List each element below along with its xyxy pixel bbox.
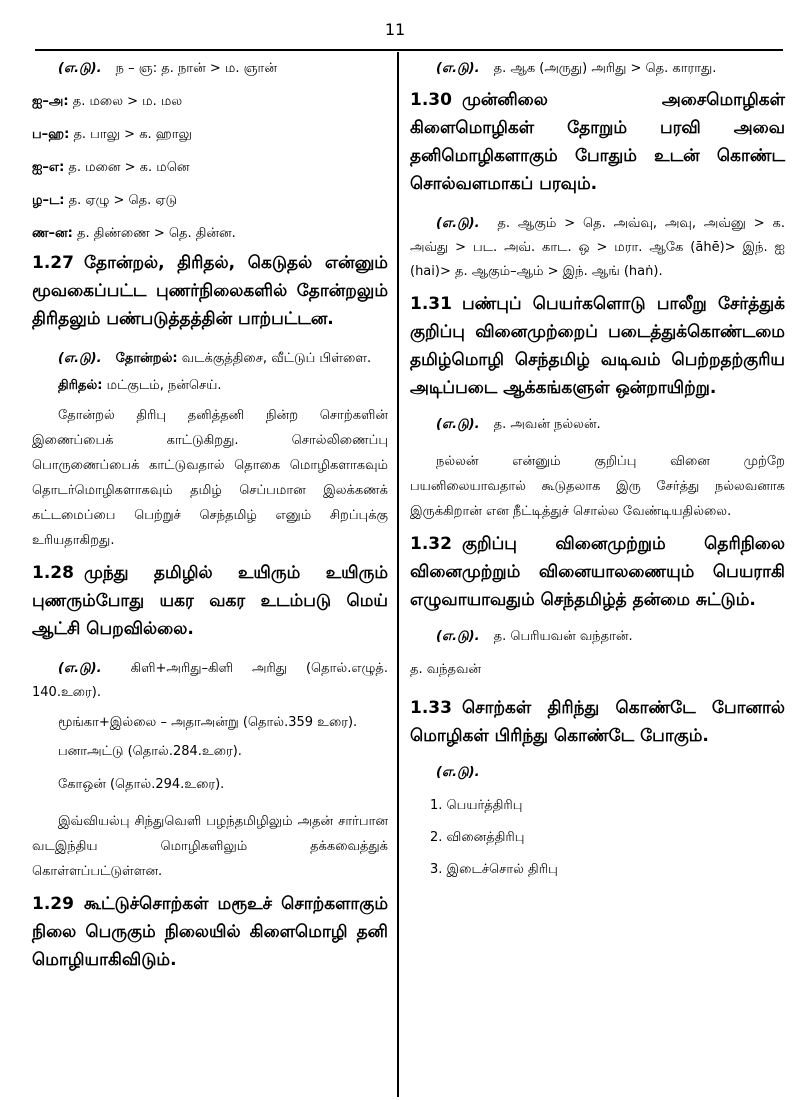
example-key: ஐ–எ: xyxy=(32,160,65,175)
example-line xyxy=(32,126,388,144)
example-text: கிளி+அரிது–கிளி அரிது (தொல்.எழுத். 140.உரை). xyxy=(32,661,388,700)
section-1-30 xyxy=(410,86,785,198)
list-item: 1. பெயர்த்திரிபு xyxy=(430,798,523,813)
list-item: 2. வினைத்திரிபு xyxy=(430,830,525,845)
section-1-31 xyxy=(410,290,785,402)
example-line xyxy=(410,628,785,646)
example-marker: (எ.டு). xyxy=(436,417,480,432)
section-number: 1.31 xyxy=(410,294,452,314)
example-marker: (எ.டு). xyxy=(58,351,102,366)
header-rule xyxy=(35,49,783,51)
example-paragraph xyxy=(32,657,388,705)
body-paragraph: தோன்றல் திரிபு தனித்தனி நின்ற சொற்களின் இணைப்பைக் காட்டுகிறது. சொல்லிணைப்பு பொருணைப்பைக் காட்டுவதால் தொகை மொழிகளாகவும் தொடர்மொழிகளாகவும் தமிழ் செப்பமான இலக்கணக் கட்டமைப்பை பெற்றுச் செந்தமிழ் எனும் சிறப்புக்கு உரியதாகிறது. xyxy=(32,408,388,548)
section-text: முந்து தமிழில் உயிரும் உயிரும் புணரும்போது யகர வகர உடம்படு மெய் ஆட்சி பெறவில்லை. xyxy=(32,563,388,639)
example-paragraph xyxy=(410,212,785,284)
section-1-32 xyxy=(410,530,785,614)
example-text: த. அவன் நல்லன். xyxy=(493,417,601,432)
list-item: 3. இடைச்சொல் திரிபு xyxy=(430,862,558,877)
example-line: பனாஅட்டு (தொல்.284.உரை). xyxy=(58,744,242,759)
body-paragraph: நல்லன் என்னும் குறிப்பு வினை முற்றே பயனிலையாவதால் கூடுதலாக இரு சேர்த்து நல்லவனாக இருக்கிறான் என நீட்டித்துச் சொல்ல வேண்டியதில்லை. xyxy=(410,454,785,519)
left-column xyxy=(32,60,388,988)
example-marker: (எ.டு). xyxy=(436,216,480,231)
example-marker: (எ.டு). xyxy=(58,61,102,76)
example-line xyxy=(410,764,785,782)
section-1-29 xyxy=(32,890,388,974)
section-number: 1.30 xyxy=(410,90,452,110)
example-line xyxy=(32,225,388,243)
example-line: கோஒன் (தொல்.294.உரை). xyxy=(58,777,225,792)
example-paragraph xyxy=(32,347,388,371)
example-line xyxy=(32,192,388,210)
section-number: 1.28 xyxy=(32,563,74,583)
section-1-27 xyxy=(32,249,388,333)
example-marker: (எ.டு). xyxy=(436,61,480,76)
example-text: ந – ஞ: த. நான் > ம. ஞான் xyxy=(115,61,277,76)
example-line xyxy=(32,377,388,395)
section-number: 1.32 xyxy=(410,534,452,554)
example-key: ழ–ட: xyxy=(32,193,65,208)
section-text: பண்புப் பெயர்களொடு பாலீறு சேர்த்துக் குறிப்பு வினைமுற்றைப் படைத்துக்கொண்டமை தமிழ்மொழி செந்தமிழ் வடிவம் பெற்றதற்குரிய அடிப்படை ஆக்கங்களுள் ஒன்றாயிற்று. xyxy=(410,294,785,398)
example-text: த. பெரியவன் வந்தான். xyxy=(493,629,633,644)
body-paragraph: இவ்வியல்பு சிந்துவெளி பழந்தமிழிலும் அதன் சார்பான வடஇந்திய மொழிகளிலும் தக்கவைத்துக் கொள்ளப்பட்டுள்ளன. xyxy=(32,814,388,879)
example-line xyxy=(32,159,388,177)
section-number: 1.27 xyxy=(32,253,74,273)
section-1-33 xyxy=(410,694,785,750)
example-line xyxy=(410,416,785,434)
example-key: ஐ–அ: xyxy=(32,94,69,109)
section-text: தோன்றல், திரிதல், கெடுதல் என்னும் மூவகைப்பட்ட புணர்நிலைகளில் தோன்றலும் திரிதலும் பண்படுத்தத்தின் பாற்பட்டன. xyxy=(32,253,388,329)
example-line: த. வந்தவன் xyxy=(410,662,482,677)
example-line xyxy=(32,93,388,111)
example-marker: (எ.டு). xyxy=(436,765,480,780)
example-text: த. ஆக (அருது) அரிது > தெ. காராது. xyxy=(493,61,717,76)
section-text: குறிப்பு வினைமுற்றும் தெரிநிலை வினைமுற்றும் வினையாலணையும் பெயராகி எழுவாயாவதும் செந்தமிழ்த் தன்மை சுட்டும். xyxy=(410,534,785,610)
example-key: தோன்றல்: xyxy=(115,351,178,366)
section-text: கூட்டுச்சொற்கள் மரூஉச் சொற்களாகும் நிலை பெருகும் நிலையில் கிளைமொழி தனி மொழியாகிவிடும். xyxy=(32,894,388,970)
example-text: த. ஏழு > தெ. ஏடு xyxy=(68,193,178,208)
example-text: வடக்குத்திசை, வீட்டுப் பிள்ளை. xyxy=(181,351,372,366)
section-number: 1.29 xyxy=(32,894,74,914)
example-key: திரிதல்: xyxy=(58,378,103,393)
page-number: 11 xyxy=(384,20,406,39)
section-number: 1.33 xyxy=(410,698,452,718)
example-text: த. மலை > ம. மல xyxy=(72,94,183,109)
example-text: மட்குடம், நன்செய். xyxy=(106,378,222,393)
section-1-28 xyxy=(32,559,388,643)
example-key: ப–ஹ: xyxy=(32,127,70,142)
example-marker: (எ.டு). xyxy=(436,629,480,644)
example-text: த. ஆகும் > தெ. அவ்வு, அவு, அவ்னு > க. அவ்து > பட. அவ். காட. ஒ > மரா. ஆகே (āhē)> இந். ஐ (hai)> த. ஆகும்–ஆம் > இந். ஆங் (haṅ). xyxy=(410,216,785,279)
example-marker: (எ.டு). xyxy=(58,661,102,676)
section-text: சொற்கள் திரிந்து கொண்டே போனால் மொழிகள் பிரிந்து கொண்டே போகும். xyxy=(410,698,785,746)
example-text: த. மனை > க. மனெ xyxy=(68,160,190,175)
section-text: முன்னிலை அசைமொழிகள் கிளைமொழிகள் தோறும் பரவி அவை தனிமொழிகளாகும் போதும் உடன் கொண்ட சொல்வளமாகப் பரவும். xyxy=(410,90,785,194)
example-text: த. பாலு > க. ஹாலு xyxy=(73,127,192,142)
example-key: ண–ன: xyxy=(32,226,73,241)
example-line xyxy=(410,60,785,78)
right-column xyxy=(410,60,785,893)
column-divider xyxy=(397,52,399,1097)
example-paragraph: மூங்கா+இல்லை – அதாஅன்று (தொல்.359 உரை). xyxy=(58,715,358,730)
example-line xyxy=(32,60,388,78)
example-text: த. திண்ணை > தெ. தின்ன. xyxy=(77,226,236,241)
